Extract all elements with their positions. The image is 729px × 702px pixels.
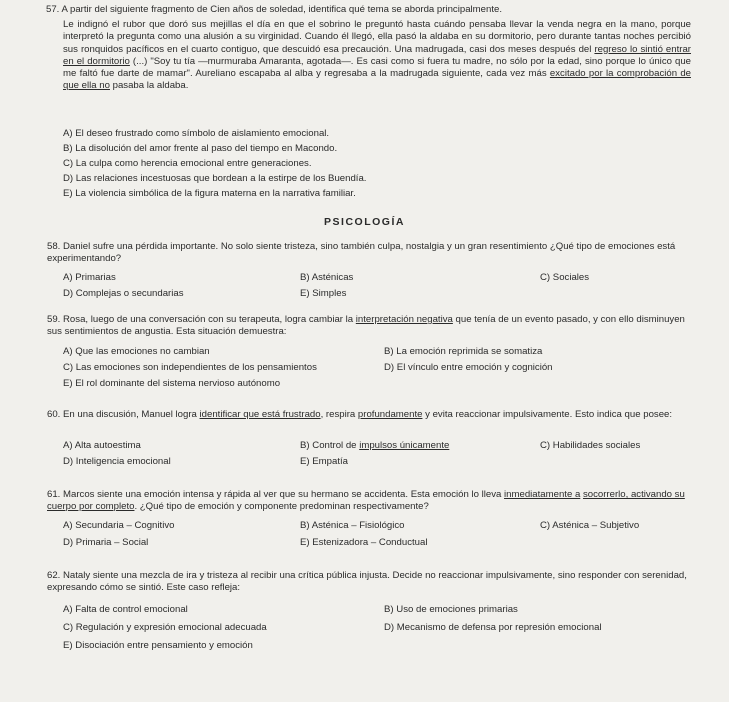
q59-stem-underline: interpretación negativa [355, 314, 453, 325]
q57-option-b[interactable]: B) La disolución del amor frente al paso del tiempo en Macondo. [63, 143, 338, 154]
q59-option-d[interactable]: D) El vínculo entre emoción y cognición [384, 362, 553, 373]
passage-part-2: (...) "Soy tu tía —murmuraba Amaranta, agotada—. Es casi como si fuera tu madre, no sólo por la edad, sino porque lo único que me faltó fue darte de mamar". Aureliano escapaba al alba y regresaba a la madrugada siguiente, cada vez más [63, 55, 691, 80]
q61-stem-underline-1: inmediatamente a [504, 489, 581, 500]
q61-stem-part-2: . ¿Qué tipo de emoción y componente predominan respectivamente? [134, 501, 429, 513]
q61-option-d[interactable]: D) Primaria – Social [63, 537, 149, 548]
section-title: PSICOLOGÍA [324, 216, 405, 228]
q60-stem-underline-2: profundamente [357, 409, 423, 420]
q61-option-b[interactable]: B) Asténica – Fisiológico [300, 520, 405, 531]
q60-option-b-underline: impulsos únicamente [359, 440, 450, 451]
q60-stem-part-3: y evita reaccionar impulsivamente. Esto indica que posee: [422, 409, 673, 420]
q61-option-c[interactable]: C) Asténica – Subjetivo [540, 520, 640, 531]
q62-option-b[interactable]: B) Uso de emociones primarias [384, 604, 518, 615]
question-57-text: 57. A partir del siguiente fragmento de Cien años de soledad, identifica qué tema se aborda principalmente. [46, 4, 502, 15]
q60-option-b[interactable] [300, 440, 449, 452]
passage-part-1: Le indignó el rubor que doró sus mejillas el día en que el sobrino le preguntó hasta cuándo pensaba llevar la venda negra en la mano, porque interpretó la pregunta como una alusión a su virginidad. Cuando él llegó, ella pasó la aldaba en su dormitorio, pero durante tantas noches percibió sus ronquidos pacíficos en el cuarto contiguo, que descuidó esa precaución. Una madrugada, casi dos meses después del [63, 19, 691, 55]
passage-underline-1: regreso lo sintió entrar en el dormitorio [63, 43, 691, 67]
q60-option-d[interactable]: D) Inteligencia emocional [63, 456, 171, 467]
q60-stem-underline-1: identificar que está frustrado [199, 409, 321, 420]
q62-option-e[interactable]: E) Disociación entre pensamiento y emoción [63, 640, 253, 651]
question-57-stem [46, 4, 691, 16]
q58-option-c[interactable]: C) Sociales [540, 272, 590, 283]
q57-option-e[interactable]: E) La violencia simbólica de la figura materna en la narrativa familiar. [63, 188, 356, 199]
q59-stem-part-1: 59. Rosa, luego de una conversación con su terapeuta, logra cambiar la [47, 314, 356, 325]
question-60-stem [47, 409, 692, 421]
q58-option-d[interactable]: D) Complejas o secundarias [63, 288, 184, 299]
q58-option-b[interactable]: B) Asténicas [300, 272, 354, 283]
q59-stem-part-2: que tenía de un evento pasado, y con ello disminuyen sus sentimientos de angustia. Esta situación demuestra: [47, 314, 685, 338]
q60-option-e[interactable]: E) Empatía [300, 456, 348, 467]
q57-option-c[interactable]: C) La culpa como herencia emocional entre generaciones. [63, 158, 312, 169]
q61-option-e[interactable]: E) Estenizadora – Conductual [300, 537, 428, 548]
question-62-stem: 62. Nataly siente una mezcla de ira y tristeza al recibir una crítica pública injusta. Decide no reaccionar impulsivamente, sino responder con serenidad, expresando cómo se sintió. Este caso refleja: [47, 570, 687, 594]
q57-option-a[interactable]: A) El deseo frustrado como símbolo de aislamiento emocional. [63, 128, 330, 139]
q59-option-b[interactable]: B) La emoción reprimida se somatiza [384, 346, 543, 357]
q60-option-a[interactable]: A) Alta autoestima [63, 440, 141, 451]
q59-option-c[interactable]: C) Las emociones son independientes de los pensamientos [63, 362, 317, 373]
q61-stem-part-1: 61. Marcos siente una emoción intensa y rápida al ver que su hermano se accidenta. Esta emoción lo lleva [47, 489, 505, 500]
q59-option-a[interactable]: A) Que las emociones no cambian [63, 346, 210, 357]
question-61-stem [47, 489, 692, 514]
q60-option-b-text: B) Control de [300, 440, 360, 451]
q57-option-d[interactable]: D) Las relaciones incestuosas que bordean a la estirpe de los Buendía. [63, 173, 367, 184]
q58-option-a[interactable]: A) Primarias [63, 272, 116, 283]
q62-option-a[interactable]: A) Falta de control emocional [63, 604, 188, 615]
q62-option-c[interactable]: C) Regulación y expresión emocional adecuada [63, 622, 267, 633]
q60-stem-part-2: , respira [320, 409, 358, 420]
question-59-stem [47, 314, 692, 339]
question-58-stem: 58. Daniel sufre una pérdida importante. No solo siente tristeza, sino también culpa, nostalgia y un gran resentimiento ¿Qué tipo de emociones está experimentando? [47, 241, 676, 265]
passage-underline-2: excitado por la comprobación de que ella no [63, 68, 691, 92]
question-57-passage [63, 19, 691, 93]
q62-option-d[interactable]: D) Mecanismo de defensa por represión emocional [384, 622, 602, 633]
passage-part-3: pasaba la aldaba. [109, 80, 189, 92]
q60-option-c[interactable]: C) Habilidades sociales [540, 440, 641, 451]
q60-stem-part-1: 60. En una discusión, Manuel logra [47, 409, 200, 420]
q59-option-e[interactable]: E) El rol dominante del sistema nervioso autónomo [63, 378, 281, 389]
q58-option-e[interactable]: E) Simples [300, 288, 347, 299]
q61-stem-underline-2: socorrerlo, activando su cuerpo por completo [47, 489, 685, 513]
q61-option-a[interactable]: A) Secundaria – Cognitivo [63, 520, 175, 531]
